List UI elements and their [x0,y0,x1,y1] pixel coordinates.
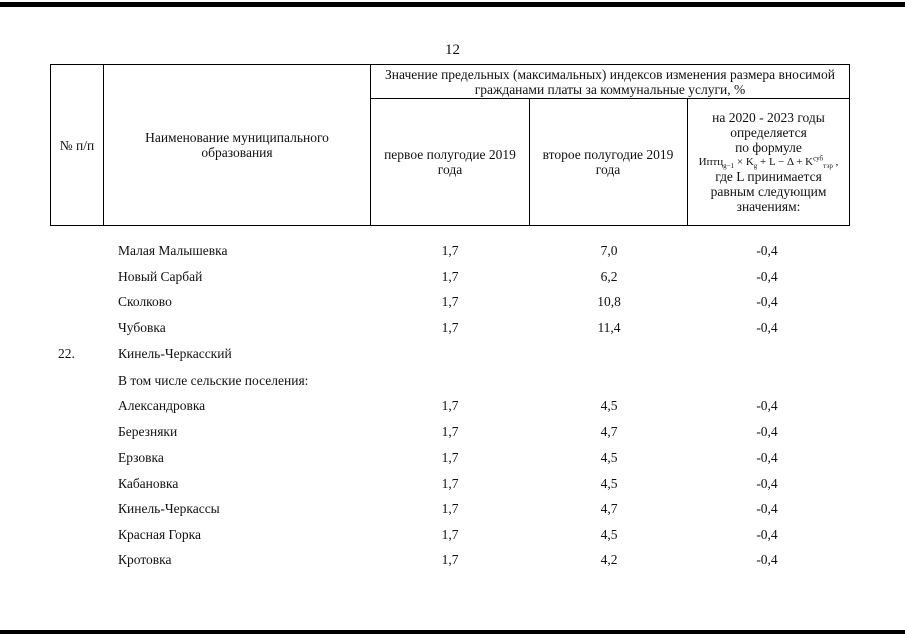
row-second-half: 4,7 [600,501,618,516]
header-formula-line2: определяется [730,125,807,140]
header-divider-num [103,64,104,226]
row-first-half: 1,7 [441,424,459,439]
row-second-half: 4,5 [600,476,618,491]
table-row [0,318,905,338]
row-first-half: 1,7 [441,243,459,258]
row-l-value: -0,4 [756,527,778,542]
row-second-half: 11,4 [597,320,621,335]
row-first-half: 1,7 [441,501,459,516]
row-municipality: Ерзовка [118,450,164,465]
header-formula-line3: по формуле [735,140,802,155]
row-municipality: Малая Малышевка [118,243,228,258]
header-right-border [849,64,850,226]
header-formula-line4: где L принимается [715,169,822,184]
row-second-half: 4,5 [600,450,618,465]
row-l-value: -0,4 [756,552,778,567]
row-second-half: 4,5 [600,398,618,413]
table-row [0,525,905,545]
row-second-half: 10,8 [597,294,621,309]
table-row [0,292,905,312]
row-municipality: Кротовка [118,552,172,567]
row-municipality: Кинель-Черкассы [118,501,220,516]
header-formula-line6: значениям: [736,199,801,214]
row-municipality: Сколково [118,294,172,309]
row-second-half: 4,5 [600,527,618,542]
table-header [50,64,850,226]
tariff-formula: Иптц$_{g-1}$ × $K_g + L - \Delta + K^{суб}_{тэр}$ , [698,154,839,171]
row-municipality: Новый Сарбай [118,269,203,284]
row-l-value: -0,4 [756,501,778,516]
row-municipality: Чубовка [118,320,166,335]
header-formula-line5: равным следующим [710,184,827,199]
row-first-half: 1,7 [441,527,459,542]
row-municipality: Кинель-Черкасский [118,346,232,361]
row-second-half: 4,2 [600,552,618,567]
bottom-border-rule [0,630,905,634]
row-l-value: -0,4 [756,476,778,491]
row-municipality: В том числе сельские поселения: [118,373,309,388]
header-col-name: Наименование муниципального образования [145,130,329,160]
table-row [0,371,905,391]
row-second-half: 7,0 [600,243,618,258]
header-col-number: № п/п [59,137,95,153]
row-first-half: 1,7 [441,398,459,413]
table-row [0,550,905,570]
row-l-value: -0,4 [756,243,778,258]
header-divider-first [529,98,530,226]
header-formula-line1: на 2020 - 2023 годы [712,110,825,125]
row-l-value: -0,4 [756,424,778,439]
row-first-half: 1,7 [441,320,459,335]
table-row [0,499,905,519]
table-row [0,422,905,442]
row-l-value: -0,4 [756,269,778,284]
table-row [0,474,905,494]
header-col-second-half: второе полугодие 2019 года [542,147,674,177]
row-municipality: Александровка [118,398,206,413]
page-number: 12 [445,42,460,58]
row-second-half: 4,7 [600,424,618,439]
row-l-value: -0,4 [756,450,778,465]
table-row [0,241,905,261]
header-group-title: Значение предельных (максимальных) индексов изменения размера вносимой гражданами платы за коммунальные услуги, % [385,66,835,97]
row-municipality: Березняки [118,424,178,439]
header-col-2020-2023 [688,99,849,225]
header-divider-name [370,64,371,226]
row-first-half: 1,7 [441,552,459,567]
row-first-half: 1,7 [441,294,459,309]
table-row [0,396,905,416]
row-first-half: 1,7 [441,269,459,284]
row-municipality: Красная Горка [118,527,202,542]
row-l-value: -0,4 [756,320,778,335]
table-row [0,448,905,468]
row-second-half: 6,2 [600,269,618,284]
row-number: 22. [58,346,75,361]
header-col-first-half: первое полугодие 2019 года [384,147,516,177]
table-row [0,267,905,287]
row-l-value: -0,4 [756,398,778,413]
row-first-half: 1,7 [441,476,459,491]
row-municipality: Кабановка [118,476,179,491]
table-row [0,344,905,364]
top-border-rule [0,2,905,7]
row-first-half: 1,7 [441,450,459,465]
row-l-value: -0,4 [756,294,778,309]
